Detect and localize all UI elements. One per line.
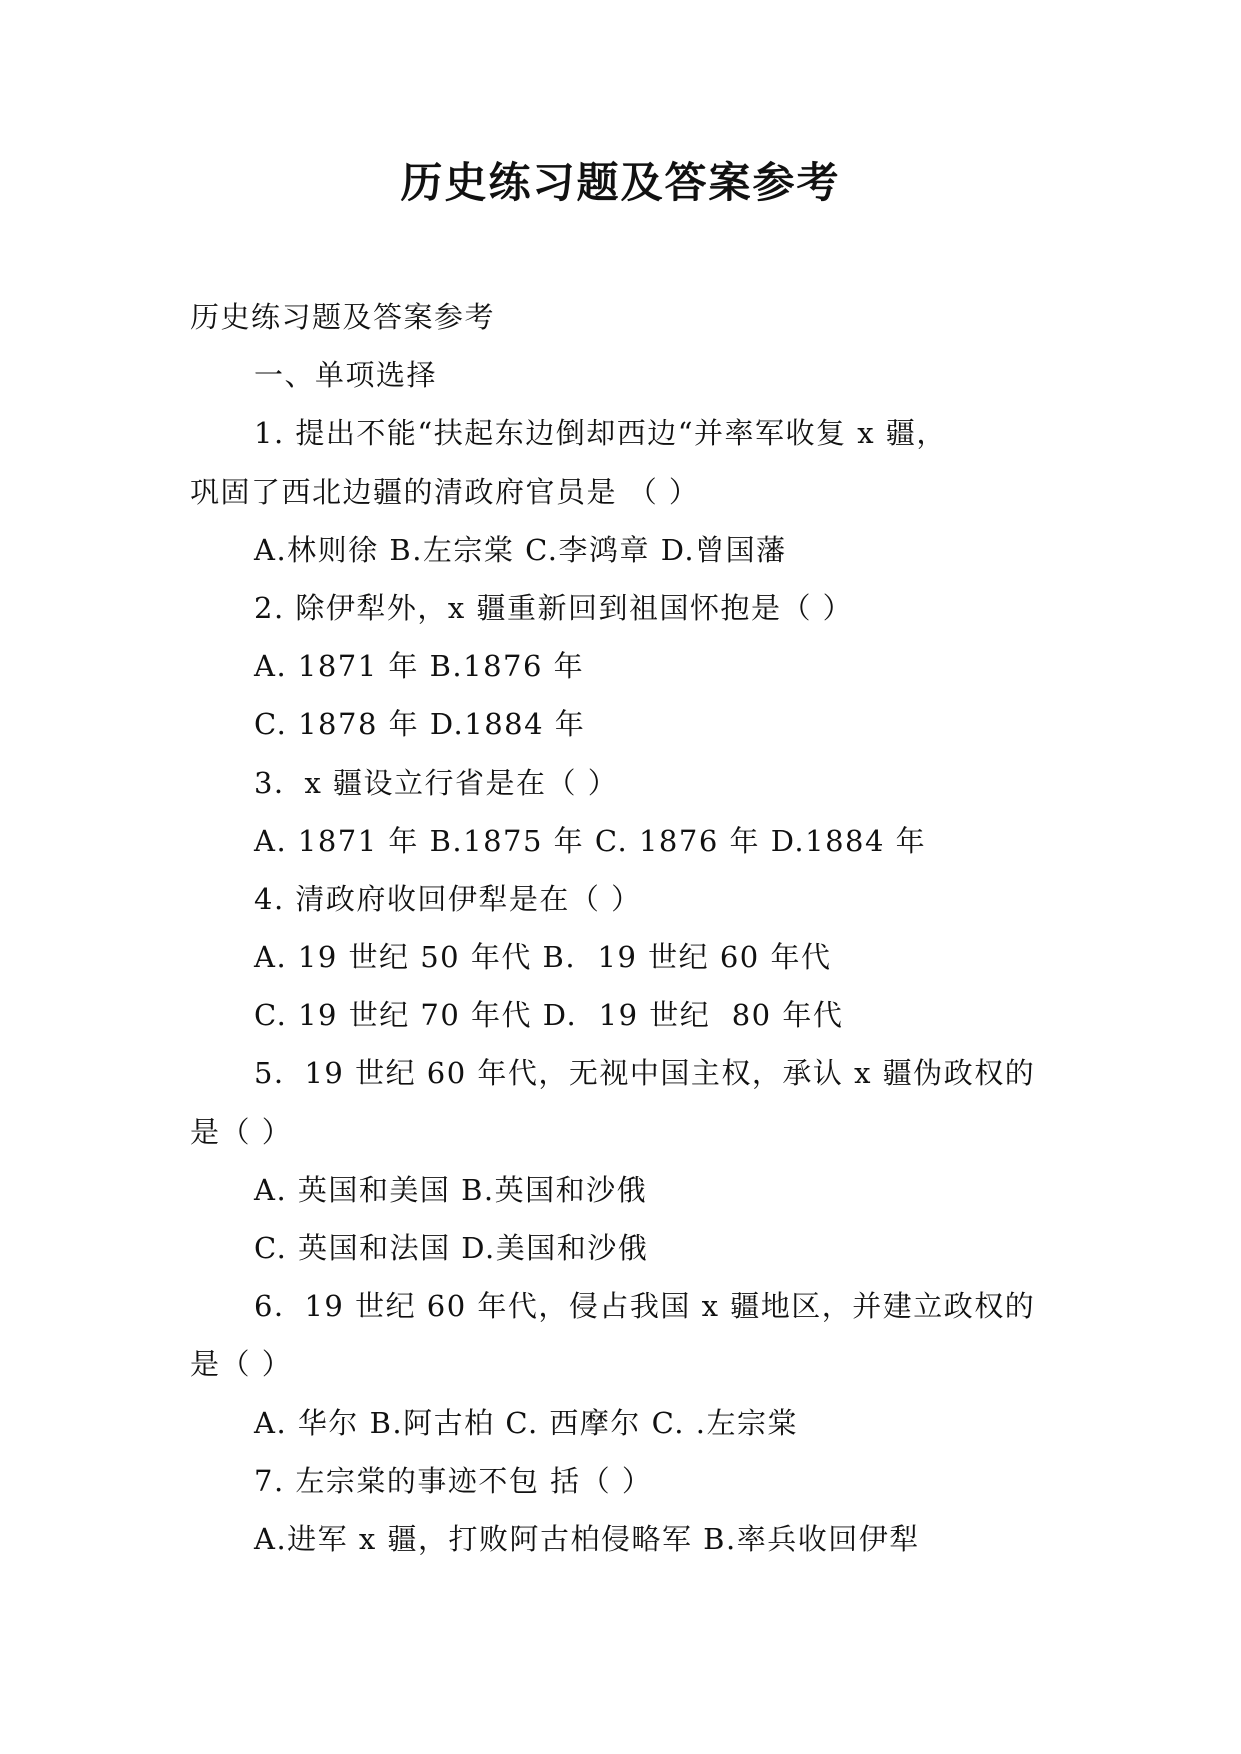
text-line: 是（ ） <box>190 1114 293 1149</box>
text-line: A. 1871 年 B.1876 年 <box>254 649 585 684</box>
text-line: A.林则徐 B.左宗棠 C.李鸿章 D.曾国藩 <box>254 532 787 567</box>
text-line: A. 英国和美国 B.英国和沙俄 <box>254 1172 648 1207</box>
document-title: 历史练习题及答案参考 <box>400 158 841 207</box>
text-line: 1. 提出不能“扶起东边倒却西边“并率军收复 x 疆， <box>254 416 947 451</box>
text-line: A. 19 世纪 50 年代 B. 19 世纪 60 年代 <box>254 940 832 975</box>
text-line: 2. 除伊犁外，x 疆重新回到祖国怀抱是（ ） <box>254 590 854 625</box>
text-line: A.进军 x 疆，打败阿古柏侵略军 B.率兵收回伊犁 <box>254 1521 920 1556</box>
text-line: 3．x 疆设立行省是在（ ） <box>254 765 619 800</box>
text-line: 历史练习题及答案参考 <box>190 300 496 334</box>
text-line: 巩固了西北边疆的清政府官员是 （ ） <box>190 474 700 509</box>
text-line: 7. 左宗棠的事迹不包 括（ ） <box>254 1463 653 1498</box>
text-line: 一、单项选择 <box>254 358 438 393</box>
text-line: 5．19 世纪 60 年代，无视中国主权，承认 x 疆伪政权的 <box>254 1056 1036 1091</box>
text-line: 6．19 世纪 60 年代，侵占我国 x 疆地区，并建立政权的 <box>254 1289 1036 1324</box>
document-body <box>190 288 1060 1568</box>
text-line: C. 英国和法国 D.美国和沙俄 <box>254 1231 649 1265</box>
text-line: A. 华尔 B.阿古柏 C. 西摩尔 C. .左宗棠 <box>254 1405 798 1440</box>
text-line: C. 1878 年 D.1884 年 <box>254 707 586 742</box>
text-line: 是（ ） <box>190 1347 293 1382</box>
text-line: 4. 清政府收回伊犁是在（ ） <box>254 881 642 916</box>
text-line: A. 1871 年 B.1875 年 C. 1876 年 D.1884 年 <box>254 823 927 858</box>
text-line: C. 19 世纪 70 年代 D. 19 世纪 80 年代 <box>254 998 844 1033</box>
